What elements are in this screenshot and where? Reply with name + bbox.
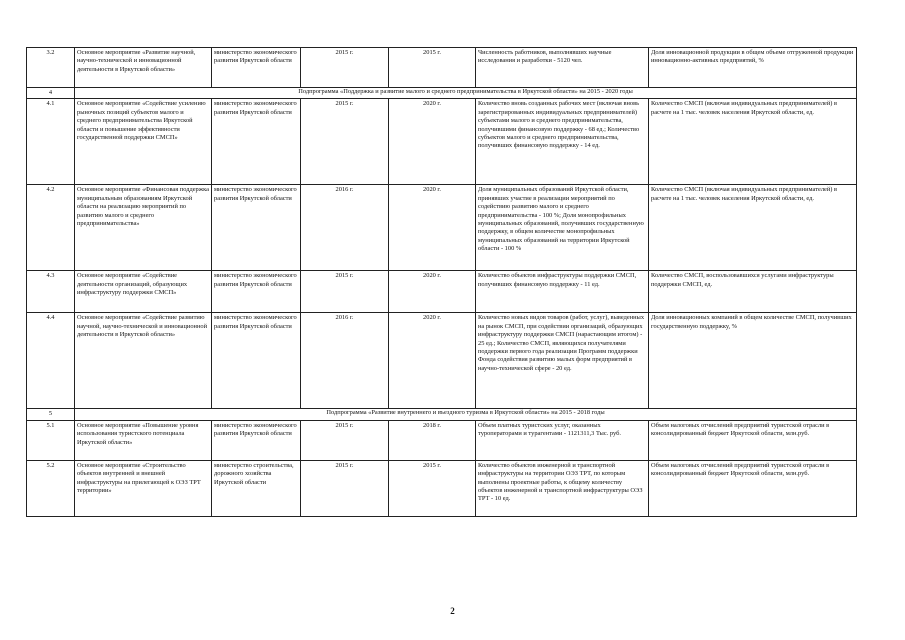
section-row — [27, 409, 857, 420]
measure-cell: Основное мероприятие «Содействие развитию научной, научно-технической и инновационной деятельности в Иркутской области» — [75, 313, 212, 409]
section-number: 4 — [27, 88, 75, 99]
indicator-cell: Доля инновационных компаний в общем количестве СМСП, получивших государственную поддержку, % — [649, 313, 857, 409]
measure-cell: Основное мероприятие «Строительство объектов внутренней и внешней инфраструктуры на прилегающей к ОЭЗ ТРТ территории» — [75, 460, 212, 516]
result-cell: Количество новых видов товаров (работ, услуг), выведенных на рынок СМСП, при содействии организаций, образующих инфраструктуру поддержки СМСП (нарастающим итогом) - 25 ед.; Количество СМСП, являющихся получателями поддержки первого года реализации Программ поддержки Фонда содействия развитию малых форм предприятий в научно-технической сфере - 20 ед. — [476, 313, 649, 409]
end-year-cell: 2020 г. — [389, 313, 476, 409]
indicator-cell: Доля инновационной продукции в общем объеме отгруженной продукции инновационно-активных предприятий, % — [649, 48, 857, 88]
row-number: 5.1 — [27, 420, 75, 460]
section-title: Подпрограмма «Развитие внутреннего и въездного туризма в Иркутской области» на 2015 - 2018 годы — [75, 409, 857, 420]
executor-cell: министерство экономического развития Иркутской области — [212, 271, 301, 313]
row-number: 4.3 — [27, 271, 75, 313]
table-row — [27, 460, 857, 516]
executor-cell: министерство строительства, дорожного хозяйства Иркутской области — [212, 460, 301, 516]
page-number: 2 — [450, 606, 455, 616]
executor-cell: министерство экономического развития Иркутской области — [212, 185, 301, 271]
section-number: 5 — [27, 409, 75, 420]
row-number: 4.4 — [27, 313, 75, 409]
measure-cell: Основное мероприятие «Содействие деятельности организаций, образующих инфраструктуру поддержки СМСП» — [75, 271, 212, 313]
table-row — [27, 99, 857, 185]
table-row — [27, 420, 857, 460]
executor-cell: министерство экономического развития Иркутской области — [212, 99, 301, 185]
start-year-cell: 2016 г. — [301, 313, 389, 409]
end-year-cell: 2015 г. — [389, 48, 476, 88]
result-cell: Количество вновь созданных рабочих мест (включая вновь зарегистрированных индивидуальных предпринимателей) субъектами малого и среднего предпринимательства, получившими финансовую поддержку - 68 ед.; Количество субъектов малого и среднего предпринимательства, получивших финансовую поддержку - 14 ед. — [476, 99, 649, 185]
start-year-cell: 2016 г. — [301, 185, 389, 271]
table-row — [27, 271, 857, 313]
end-year-cell: 2020 г. — [389, 185, 476, 271]
executor-cell: министерство экономического развития Иркутской области — [212, 48, 301, 88]
executor-cell: министерство экономического развития Иркутской области — [212, 313, 301, 409]
table-row — [27, 185, 857, 271]
indicator-cell: Количество СМСП (включая индивидуальных предпринимателей) в расчете на 1 тыс. человек населения Иркутской области, ед. — [649, 185, 857, 271]
end-year-cell: 2020 г. — [389, 271, 476, 313]
section-title: Подпрограмма «Поддержка и развитие малого и среднего предпринимательства в Иркутской области» на 2015 - 2020 годы — [75, 88, 857, 99]
row-number: 3.2 — [27, 48, 75, 88]
start-year-cell: 2015 г. — [301, 460, 389, 516]
start-year-cell: 2015 г. — [301, 271, 389, 313]
indicator-cell: Количество СМСП, воспользовавшихся услугами инфраструктуры поддержки СМСП, ед. — [649, 271, 857, 313]
row-number: 5.2 — [27, 460, 75, 516]
indicator-cell: Объем налоговых отчислений предприятий туристской отрасли в консолидированный бюджет Иркутской области, млн.руб. — [649, 420, 857, 460]
result-cell: Доля муниципальных образований Иркутской области, принявших участие в реализации мероприятий по содействию развитию малого и среднего предпринимательства - 100 %; Доля монопрофильных муниципальных образований, получивших государственную поддержку, в общем количестве монопрофильных муниципальных образований на территории Иркутской области - 100 % — [476, 185, 649, 271]
result-cell: Численность работников, выполнявших научные исследования и разработки - 5120 чел. — [476, 48, 649, 88]
executor-cell: министерство экономического развития Иркутской области — [212, 420, 301, 460]
result-cell: Объем платных туристских услуг, оказанных туроператорами и турагентами - 1121311,3 Тыс. руб. — [476, 420, 649, 460]
row-number: 4.2 — [27, 185, 75, 271]
table-row — [27, 313, 857, 409]
measure-cell: Основное мероприятие «Развитие научной, научно-технической и инновационной деятельности в Иркутской области» — [75, 48, 212, 88]
end-year-cell: 2020 г. — [389, 99, 476, 185]
result-cell: Количество объектов инфраструктуры поддержки СМСП, получивших финансовую поддержку - 11 ед. — [476, 271, 649, 313]
indicator-cell: Количество СМСП (включая индивидуальных предпринимателей) в расчете на 1 тыс. человек населения Иркутской области, ед. — [649, 99, 857, 185]
measure-cell: Основное мероприятие «Финансовая поддержка муниципальным образованиям Иркутской области на реализацию мероприятий по развитию малого и среднего предпринимательства» — [75, 185, 212, 271]
row-number: 4.1 — [27, 99, 75, 185]
measure-cell: Основное мероприятие «Повышение уровня использования туристского потенциала Иркутской области» — [75, 420, 212, 460]
start-year-cell: 2015 г. — [301, 99, 389, 185]
section-row — [27, 88, 857, 99]
measure-cell: Основное мероприятие «Содействие усилению рыночных позиций субъектов малого и среднего предпринимательства Иркутской области и повышение эффективности государственной поддержки СМСП» — [75, 99, 212, 185]
table-row — [27, 48, 857, 88]
indicator-cell: Объем налоговых отчислений предприятий туристской отрасли в консолидированный бюджет Иркутской области, млн.руб. — [649, 460, 857, 516]
end-year-cell: 2015 г. — [389, 460, 476, 516]
result-cell: Количество объектов инженерной и транспортной инфраструктуры на территории ОЭЗ ТРТ, по которым выполнены проектные работы, к общему количеству объектов инженерной и транспортной инфраструктуры ОЭЗ ТРТ - 10 ед. — [476, 460, 649, 516]
start-year-cell: 2015 г. — [301, 48, 389, 88]
end-year-cell: 2018 г. — [389, 420, 476, 460]
program-measures-table — [26, 47, 857, 517]
start-year-cell: 2015 г. — [301, 420, 389, 460]
